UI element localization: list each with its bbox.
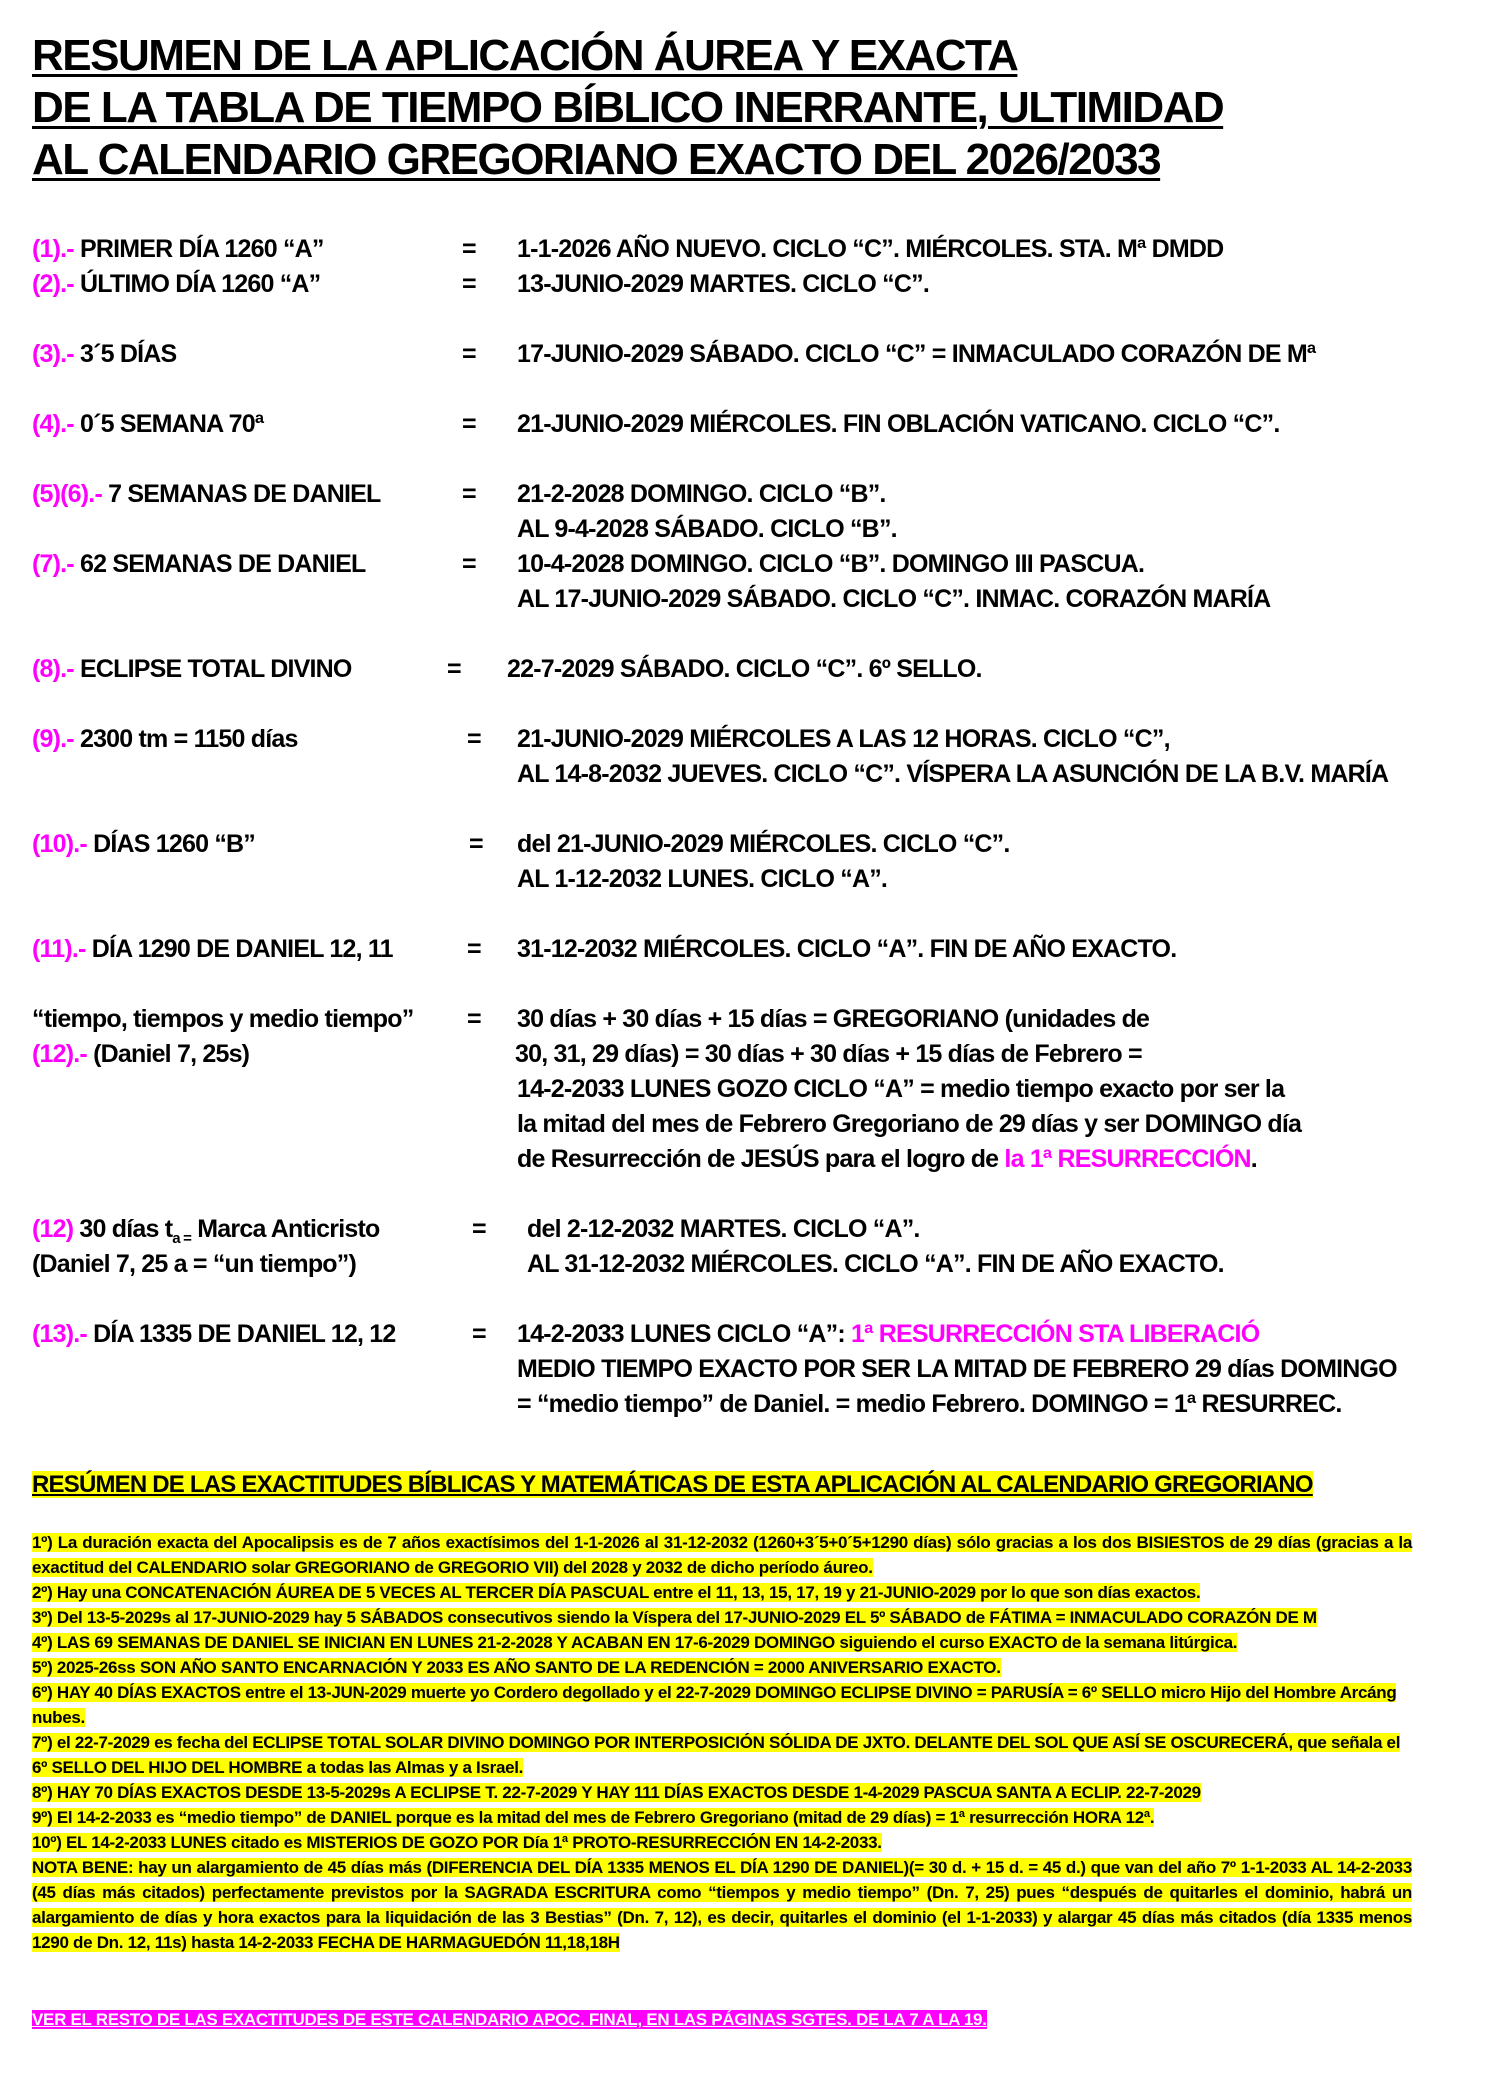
note-10	[32, 1830, 1412, 1855]
subscript: a =	[172, 1230, 192, 1247]
note-text: 9º) El 14-2-2033 es “medio tiempo” de DANIEL porque es la mitad del mes de Febrero Gregoriano (mitad de 29 días) = 1ª resurrección HORA 12ª.	[32, 1808, 1155, 1827]
entry-value-3: = “medio tiempo” de Daniel. = medio Febrero. DOMINGO = 1ª RESURREC.	[517, 1390, 1342, 1418]
equals-sign: =	[462, 480, 476, 508]
entry-value-line-4: la mitad del mes de Febrero Gregoriano de 29 días y ser DOMINGO día	[517, 1110, 1302, 1138]
note-8	[32, 1780, 1412, 1805]
equals-sign: =	[462, 270, 476, 298]
entry-12b-cont	[32, 1247, 1472, 1282]
entry-value: 13-JUNIO-2029 MARTES. CICLO “C”.	[517, 270, 929, 298]
note-5	[32, 1655, 1412, 1680]
note-text: NOTA BENE: hay un alargamiento de 45 días más (DIFERENCIA DEL DÍA 1335 MENOS EL DÍA 1290 DE DANIEL)(= 30 d. + 15 d. = 45 d.) que van del año 7º 1-1-2033 AL 14-2-2033 (45 días más citados) perfectamente previstos por la SAGRADA ESCRITURA como “tiempos y medio tiempo” (Dn. 7, 25) pues “después de quitarles el dominio, habrá un alargamiento de días y hora exactos para la liquidación de las 3 Bestias” (Dn. 7, 12), es decir, quitarles el dominio (el 1-1-2033) y alargar 45 días más citados (día 1335 menos 1290 de Dn. 12, 11s) hasta 14-2-2033 FECHA DE HARMAGUEDÓN 11,18,18H	[32, 1858, 1412, 1952]
entry-label: “tiempo, tiempos y medio tiempo”	[32, 1005, 414, 1033]
summary-title: RESÚMEN DE LAS EXACTITUDES BÍBLICAS Y MATEMÁTICAS DE ESTA APLICACIÓN AL CALENDARIO GREGORIANO	[32, 1471, 1313, 1498]
note-text: 3º) Del 13-5-2029s al 17-JUNIO-2029 hay 5 SÁBADOS consecutivos siendo la Víspera del 17-JUNIO-2029 EL 5º SÁBADO de FÁTIMA = INMACULADO CORAZÓN DE M	[32, 1608, 1317, 1627]
note-6	[32, 1680, 1412, 1730]
entry-value-line-1: 30 días + 30 días + 15 días = GREGORIANO (unidades de	[517, 1005, 1150, 1033]
note-text: 2º) Hay una CONCATENACIÓN ÁUREA DE 5 VECES AL TERCER DÍA PASCUAL entre el 11, 13, 15, 17, 19 y 21-JUNIO-2029 por lo que son días exactos.	[32, 1583, 1201, 1602]
note-text: 4º) LAS 69 SEMANAS DE DANIEL SE INICIAN EN LUNES 21-2-2028 Y ACABAN EN 17-6-2029 DOMINGO siguiendo el curso EXACTO de la semana litúrgica.	[32, 1633, 1238, 1652]
entry-13	[32, 1317, 1472, 1352]
entry-number: (9).-	[32, 725, 74, 753]
title-line-1: RESUMEN DE LA APLICACIÓN ÁUREA Y EXACTA	[32, 31, 1018, 80]
note-text: 1º) La duración exacta del Apocalipsis es de 7 años exactísimos del 1-1-2026 al 31-12-2032 (1260+3´5+0´5+1290 días) sólo gracias a los dos BISIESTOS de 29 días (gracias a la exactitud del CALENDARIO solar GREGORIANO de GREGORIO VII) del 2028 y 2032 de dicho período áureo.	[32, 1533, 1412, 1577]
note-4	[32, 1630, 1412, 1655]
entry-12-cont	[32, 1142, 1472, 1177]
entry-13-cont	[32, 1387, 1472, 1422]
equals-sign: =	[472, 1320, 486, 1348]
entry-value-2: AL 17-JUNIO-2029 SÁBADO. CICLO “C”. INMAC. CORAZÓN MARÍA	[517, 585, 1271, 613]
equals-sign: =	[462, 410, 476, 438]
note-1	[32, 1530, 1412, 1580]
entry-value: 17-JUNIO-2029 SÁBADO. CICLO “C” = INMACULADO CORAZÓN DE Mª	[517, 340, 1316, 368]
note-3	[32, 1605, 1412, 1630]
entry-8	[32, 652, 1472, 687]
entry-value: del 21-JUNIO-2029 MIÉRCOLES. CICLO “C”.	[517, 830, 1010, 858]
entry-number: (12)	[32, 1215, 74, 1243]
document-title	[32, 30, 1472, 186]
entry-12-cont	[32, 1037, 1472, 1072]
entry-value: 21-JUNIO-2029 MIÉRCOLES. FIN OBLACIÓN VATICANO. CICLO “C”.	[517, 410, 1280, 438]
note-7	[32, 1730, 1412, 1780]
note-9	[32, 1805, 1412, 1830]
entry-9	[32, 722, 1472, 757]
entry-value: 14-2-2033 LUNES CICLO “A”:	[517, 1320, 852, 1348]
entry-10	[32, 827, 1472, 862]
entry-value-2: AL 31-12-2032 MIÉRCOLES. CICLO “A”. FIN DE AÑO EXACTO.	[527, 1250, 1224, 1278]
equals-sign: =	[462, 235, 476, 263]
entry-label: 0´5 SEMANA 70ª	[73, 410, 264, 438]
entry-value: 21-2-2028 DOMINGO. CICLO “B”.	[517, 480, 886, 508]
title-line-3: AL CALENDARIO GREGORIANO EXACTO DEL 2026/2033	[32, 135, 1161, 184]
entry-number: (11).-	[32, 935, 86, 963]
entry-label-b: Marca Anticristo	[191, 1215, 380, 1243]
entry-label: PRIMER DÍA 1260 “A”	[73, 235, 324, 263]
entry-label-c: (Daniel 7, 25 a = “un tiempo”)	[32, 1250, 356, 1278]
entry-9-cont	[32, 757, 1472, 792]
highlight-text: 1ª RESURRECCIÓN STA LIBERACIÓ	[851, 1320, 1260, 1348]
entry-4	[32, 407, 1472, 442]
equals-sign: =	[469, 830, 483, 858]
nota-bene	[32, 1855, 1412, 1955]
summary-heading	[32, 1468, 1472, 1502]
entry-value: 10-4-2028 DOMINGO. CICLO “B”. DOMINGO III PASCUA.	[517, 550, 1145, 578]
note-text: 7º) el 22-7-2029 es fecha del ECLIPSE TOTAL SOLAR DIVINO DOMINGO POR INTERPOSICIÓN SÓLIDA DE JXTO. DELANTE DEL SOL QUE ASÍ SE OSCURECERÁ, que señala el 6º SELLO DEL HIJO DEL HOMBRE a todas las Almas y a Israel.	[32, 1733, 1401, 1777]
note-text: 10º) EL 14-2-2033 LUNES citado es MISTERIOS DE GOZO POR Día 1ª PROTO-RESURRECCIÓN EN 14-2-2033.	[32, 1833, 882, 1852]
entry-11	[32, 932, 1472, 967]
entry-3	[32, 337, 1472, 372]
note-text: 5º) 2025-26ss SON AÑO SANTO ENCARNACIÓN Y 2033 ES AÑO SANTO DE LA REDENCIÓN = 2000 ANIVERSARIO EXACTO.	[32, 1658, 1001, 1677]
entry-5-6-cont	[32, 512, 1472, 547]
entry-label-2: (Daniel 7, 25s)	[86, 1040, 250, 1068]
entry-value: del 2-12-2032 MARTES. CICLO “A”.	[527, 1215, 920, 1243]
entry-number: (3).-	[32, 340, 74, 368]
entry-13-cont	[32, 1352, 1472, 1387]
entry-label: DÍAS 1260 “B”	[86, 830, 255, 858]
entry-number: (8).-	[32, 655, 74, 683]
entry-label: 2300 tm = 1150 días	[73, 725, 298, 753]
equals-sign: =	[467, 1005, 481, 1033]
note-text: 6º) HAY 40 DÍAS EXACTOS entre el 13-JUN-2029 muerte yo Cordero degollado y el 22-7-2029 DOMINGO ECLIPSE DIVINO = PARUSÍA = 6º SELLO micro Hijo del Hombre Arcáng nubes.	[32, 1683, 1397, 1727]
entry-7-cont	[32, 582, 1472, 617]
entry-value-line-3: 14-2-2033 LUNES GOZO CICLO “A” = medio tiempo exacto por ser la	[517, 1075, 1285, 1103]
entry-value: 31-12-2032 MIÉRCOLES. CICLO “A”. FIN DE AÑO EXACTO.	[517, 935, 1177, 963]
footer-text: VER EL RESTO DE LAS EXACTITUDES DE ESTE CALENDARIO APOC. FINAL, EN LAS PÁGINAS SGTES. DE LA 7 A LA 19.	[32, 2010, 987, 2029]
entry-label: ÚLTIMO DÍA 1260 “A”	[73, 270, 321, 298]
equals-sign: =	[462, 340, 476, 368]
footer-note	[32, 2010, 987, 2030]
equals-sign: =	[467, 725, 481, 753]
entry-number: (4).-	[32, 410, 74, 438]
entry-label: 30 días t	[73, 1215, 173, 1243]
entry-value: 22-7-2029 SÁBADO. CICLO “C”. 6º SELLO.	[507, 655, 982, 683]
entry-number: (10).-	[32, 830, 87, 858]
entry-value: 21-JUNIO-2029 MIÉRCOLES A LAS 12 HORAS. CICLO “C”,	[517, 725, 1170, 753]
entry-value-line-2: 30, 31, 29 días) = 30 días + 30 días + 15 días de Febrero =	[515, 1040, 1142, 1068]
entry-value-2: AL 14-8-2032 JUEVES. CICLO “C”. VÍSPERA LA ASUNCIÓN DE LA B.V. MARÍA	[517, 760, 1389, 788]
entry-value-2: AL 1-12-2032 LUNES. CICLO “A”.	[517, 865, 888, 893]
entry-12	[32, 1002, 1472, 1037]
equals-sign: =	[467, 935, 481, 963]
equals-sign: =	[447, 655, 461, 683]
line-end: .	[1250, 1145, 1257, 1173]
entry-number: (12).-	[32, 1040, 87, 1068]
notes-list	[32, 1530, 1412, 1955]
entry-number: (2).-	[32, 270, 74, 298]
entry-2	[32, 267, 1472, 302]
entry-10-cont	[32, 862, 1472, 897]
entry-12-cont	[32, 1072, 1472, 1107]
note-text: 8º) HAY 70 DÍAS EXACTOS DESDE 13-5-2029s A ECLIPSE T. 22-7-2029 Y HAY 111 DÍAS EXACTOS DESDE 1-4-2029 PASCUA SANTA A ECLIP. 22-7-2029	[32, 1783, 1201, 1802]
entry-value: 1-1-2026 AÑO NUEVO. CICLO “C”. MIÉRCOLES. STA. Mª DMDD	[517, 235, 1224, 263]
entry-value-2: MEDIO TIEMPO EXACTO POR SER LA MITAD DE FEBRERO 29 días DOMINGO	[517, 1355, 1397, 1383]
entries-list	[32, 232, 1472, 1422]
entry-number: (7).-	[32, 550, 74, 578]
entry-label: DÍA 1335 DE DANIEL 12, 12	[86, 1320, 396, 1348]
entry-value-2: AL 9-4-2028 SÁBADO. CICLO “B”.	[517, 515, 897, 543]
entry-12-cont	[32, 1107, 1472, 1142]
entry-number: (5)(6).-	[32, 480, 102, 508]
entry-label: DÍA 1290 DE DANIEL 12, 11	[85, 935, 393, 963]
equals-sign: =	[462, 550, 476, 578]
entry-12b	[32, 1212, 1472, 1247]
entry-5-6	[32, 477, 1472, 512]
entry-1	[32, 232, 1472, 267]
entry-number: (13).-	[32, 1320, 87, 1348]
entry-label: ECLIPSE TOTAL DIVINO	[73, 655, 352, 683]
entry-value-line-5: de Resurrección de JESÚS para el logro de	[517, 1145, 1005, 1173]
entry-7	[32, 547, 1472, 582]
entry-label: 62 SEMANAS DE DANIEL	[73, 550, 366, 578]
entry-label: 3´5 DÍAS	[73, 340, 177, 368]
note-2	[32, 1580, 1412, 1605]
equals-sign: =	[472, 1215, 486, 1243]
entry-label: 7 SEMANAS DE DANIEL	[101, 480, 381, 508]
highlight-text: la 1ª RESURRECCIÓN	[1004, 1145, 1251, 1173]
title-line-2: DE LA TABLA DE TIEMPO BÍBLICO INERRANTE, ULTIMIDAD	[32, 83, 1224, 132]
entry-number: (1).-	[32, 235, 74, 263]
